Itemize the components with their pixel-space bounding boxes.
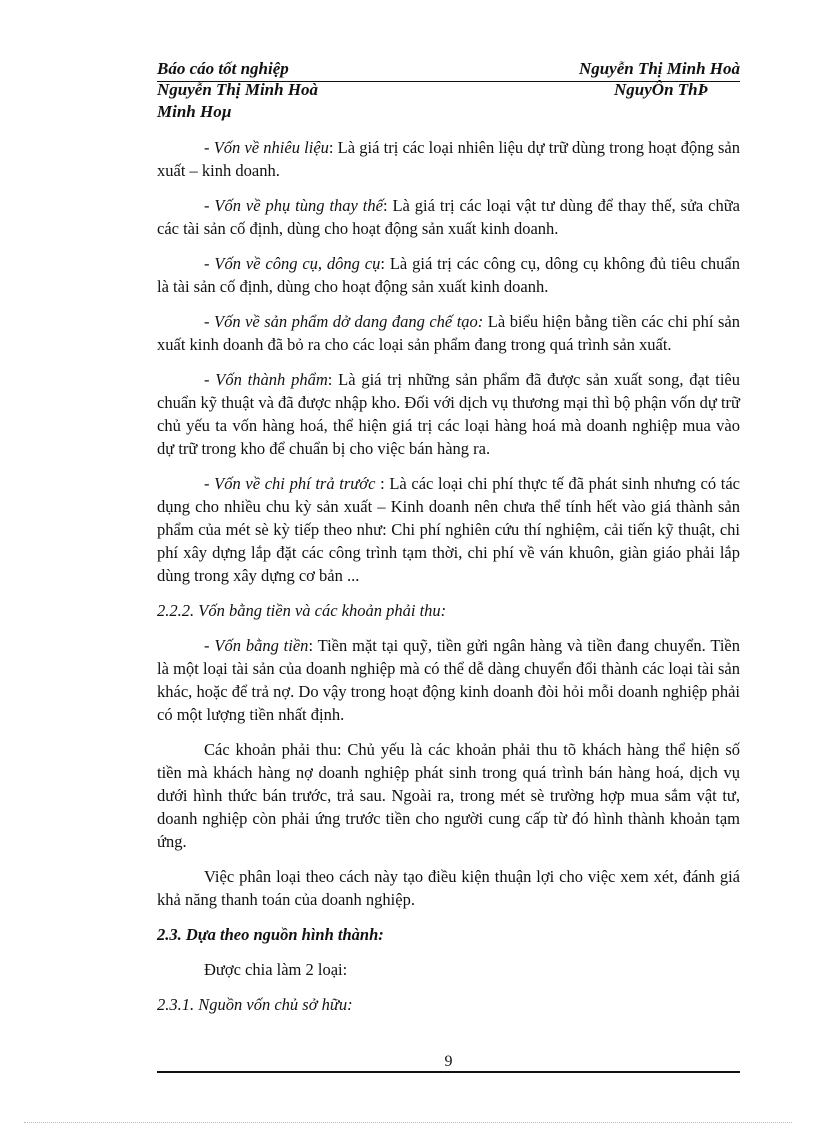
definition: : Là giá trị các loại vật tư dùng để thay thế, sửa chữa các tài sản cố định, dùng cho hoạt động sản xuất kinh doanh. [157, 196, 740, 238]
paragraph-tools-capital [157, 252, 740, 298]
paragraph-cash-capital [157, 634, 740, 726]
paragraph-fuel-capital [157, 136, 740, 182]
paragraph-finished-goods-capital [157, 368, 740, 460]
body-text [157, 136, 740, 1028]
paragraph-spare-parts-capital [157, 194, 740, 240]
term: - Vốn về công cụ, dông cụ [204, 254, 381, 273]
term: - Vốn thành phẩm [204, 370, 328, 389]
subheading-2-3-1: 2.3.1. Nguồn vốn chủ sở hữu: [157, 995, 353, 1014]
subheading-2-2-2: 2.2.2. Vốn bằng tiền và các khoản phải thu: [157, 601, 447, 620]
report-title: Báo cáo tốt nghiệp [157, 59, 289, 78]
paragraph-classification-note: Việc phân loại theo cách này tạo điều kiện thuận lợi cho việc xem xét, đánh giá khả năng thanh toán của doanh nghiệp. [157, 867, 740, 909]
paragraph-wip-capital [157, 310, 740, 356]
definition: : Là giá trị các loại nhiên liệu dự trữ dùng trong hoạt động sản xuất – kinh doanh. [157, 138, 740, 180]
section-heading-2-3: 2.3. Dựa theo nguồn hình thành: [157, 925, 384, 944]
definition: : Là các loại chi phí thực tế đã phát sinh nhưng có tác dụng cho nhiều chu kỳ sản xuất – Kinh doanh nên chưa thể tính hết vào giá thành sản phẩm của mét sè kỳ tiếp theo như: Chi phí nghiên cứu thí nghiệm, cải tiến kỹ thuật, chi phí xây dựng lắp đặt các công trình tạm thời, chi phí về ván khuôn, giàn giáo phải lắp dùng trong xây dựng cơ bản ... [157, 474, 740, 585]
paragraph-two-types: Được chia làm 2 loại: [204, 960, 348, 979]
running-header [157, 59, 740, 81]
author-name: Nguyễn Thị Minh Hoà [578, 59, 740, 78]
author-name-garbled: NguyÔn ThÞ [614, 80, 708, 99]
definition: : Là giá trị các công cụ, dông cụ không đủ tiêu chuẩn là tài sản cố định, dùng cho hoạt động sản xuất kinh doanh. [157, 254, 740, 296]
term: - Vốn bằng tiền [204, 636, 309, 655]
definition: Là biểu hiện bằng tiền các chi phí sản xuất kinh doanh đã bỏ ra cho các loại sản phẩm đang trong quá trình sản xuất. [157, 312, 740, 354]
term: - Vốn về nhiêu liệu [204, 138, 329, 157]
paragraph-receivables: Các khoản phải thu: Chủ yếu là các khoản phải thu tõ khách hàng thể hiện số tiền mà khách hàng nợ doanh nghiệp phát sinh trong quá trình bán hàng hoá, dịch vụ dưới hình thức bán trước, trả sau. Ngoài ra, trong mét sè trường hợp mua sắm vật tư, doanh nghiệp còn phải ứng trước tiền cho người cung cấp từ đó hình thành khoản tạm ứng. [157, 740, 740, 851]
running-header-wrap [157, 102, 740, 124]
term: - Vốn về phụ tùng thay thế [204, 196, 383, 215]
author-name-duplicate: Nguyễn Thị Minh Hoà [157, 80, 319, 99]
definition: : Tiền mặt tại quỹ, tiền gửi ngân hàng và tiền đang chuyển. Tiền là một loại tài sản của doanh nghiệp mà có thể dễ dàng chuyển đổi thành các loại tài sản khác, hoặc để trả nợ. Do vậy trong hoạt động kinh doanh đòi hỏi mỗi doanh nghiệp phải có một lượng tiền nhất định. [157, 636, 740, 724]
definition: : Là giá trị những sản phẩm đã được sản xuất song, đạt tiêu chuẩn kỹ thuật và đã được nhập kho. Đối với dịch vụ thương mại thì bộ phận vốn dự trữ chủ yếu ta vốn hàng hoá, thể hiện giá trị các loại hàng hoá mà doanh nghiệp mua vào dự trữ trong kho để chuẩn bị cho việc bán hàng ra. [157, 370, 740, 458]
author-name-garbled-tail: Minh Hoµ [157, 102, 232, 121]
term: - Vốn về chi phí trả trước [204, 474, 376, 493]
page-number: 9 [444, 1053, 453, 1070]
running-header-duplicate [157, 80, 740, 102]
term: - Vốn về sản phẩm dở dang đang chế tạo: [204, 312, 484, 331]
paragraph-prepaid-capital [157, 472, 740, 587]
footer-rule [157, 1071, 740, 1073]
